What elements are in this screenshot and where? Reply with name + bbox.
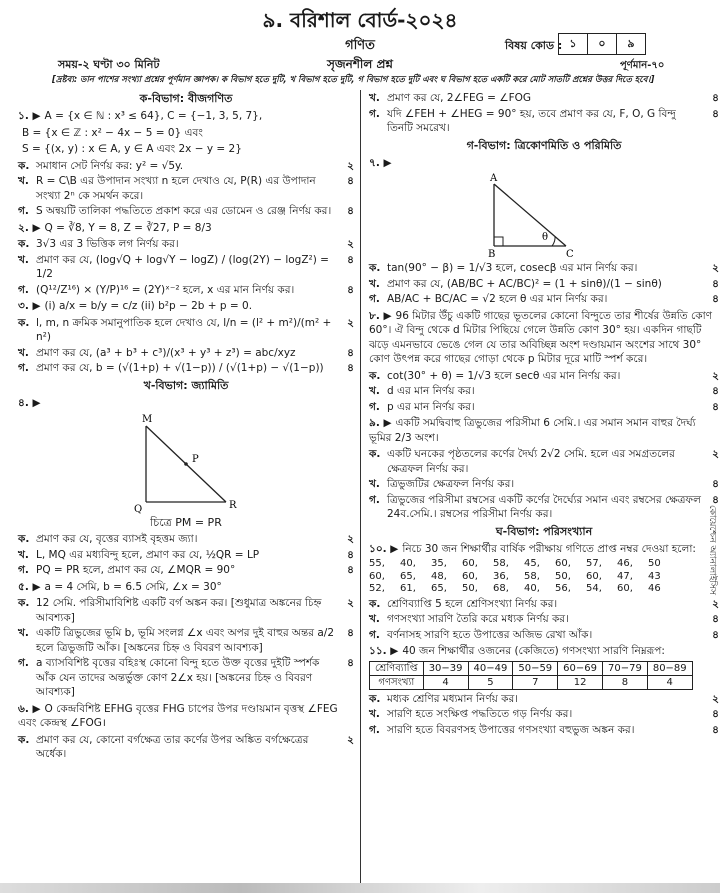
data-value: 56,	[555, 583, 571, 594]
sub-question-text: PQ = PR হলে, প্রমাণ কর যে, ∠MQR = 90°	[36, 564, 236, 576]
data-value: 40,	[400, 558, 416, 569]
sub-question	[369, 447, 719, 476]
triangle-mqr-diagram	[86, 412, 286, 524]
table-cell: 5	[468, 675, 513, 689]
sub-question-text: p এর মান নির্ণয় কর।	[387, 400, 475, 413]
sub-question-text: একটি ত্রিভুজের ভূমি b, ভূমি সংলগ্ন ∠x এবং অপর দুই বাহুর অন্তর a/2 হলে ত্রিভুজটি আঁক। [অঙ্কনের চিহ্ন ও বিবরণ আবশ্যক]	[36, 627, 335, 654]
question-number: ৩. ▶	[18, 300, 41, 312]
right-column	[360, 90, 719, 890]
marks-data-grid	[369, 558, 679, 596]
marks: ৪	[712, 385, 719, 397]
subject-code-box	[558, 33, 646, 55]
marks: ৪	[712, 493, 719, 506]
figure-label: C	[566, 249, 574, 260]
footer-strip	[0, 883, 720, 893]
sub-question-text: মধ্যক শ্রেণির মধ্যমান নির্ণয় কর।	[387, 692, 519, 705]
question-number: ৬. ▶	[18, 702, 41, 715]
sub-question-label: খ.	[18, 346, 29, 359]
marks: ৪	[347, 205, 354, 217]
sub-question	[18, 283, 354, 298]
sub-question	[369, 597, 719, 612]
sub-question-label: গ.	[18, 283, 29, 296]
sub-question-text: AB/AC + BC/AC = √2 হলে θ এর মান নির্ণয় কর।	[387, 293, 608, 305]
sub-question-label: গ.	[18, 564, 29, 576]
sub-question	[18, 733, 354, 762]
figure-label: Q	[134, 504, 143, 515]
table-header-cell: 40−49	[468, 661, 513, 675]
sub-question-label: গ.	[369, 493, 380, 506]
sub-question	[369, 292, 719, 307]
frequency-table	[369, 661, 693, 690]
sub-question-text: cot(30° + θ) = 1/√3 হলে secθ এর মান নির্ণয় কর।	[387, 369, 621, 382]
marks: ৪	[347, 253, 354, 266]
question-number: ৮. ▶	[369, 309, 392, 322]
data-value: 58,	[524, 570, 540, 582]
sub-question-text: প্রমাণ কর যে, (log√Q + log√Y − logZ) / (log(2Y) − logZ²) = 1/2	[36, 253, 329, 280]
sub-question-text: d এর মান নির্ণয় কর।	[387, 385, 475, 397]
sub-question-label: খ.	[369, 613, 380, 625]
sub-question	[369, 723, 719, 738]
sub-question	[18, 253, 354, 282]
figure-caption: চিত্রে PM = PR	[150, 516, 222, 529]
marks: ৪	[712, 613, 719, 625]
marks: ৪	[712, 400, 719, 413]
marks: ৪	[347, 362, 354, 374]
sub-question-label: ক.	[369, 692, 381, 705]
question-text: Q = ∛8, Y = 8, Z = ∛27, P = 8/3	[44, 221, 212, 234]
question-text: 40 জন শিক্ষার্থীর ওজনের (কেজিতে) গণসংখ্যা সারণি নিম্নরূপ:	[402, 645, 665, 657]
sub-question	[369, 369, 719, 384]
data-value: 40,	[524, 583, 540, 594]
sub-question-label: ক.	[18, 733, 30, 746]
sub-question	[18, 237, 354, 252]
sub-question	[369, 384, 719, 399]
figure-label: M	[142, 414, 153, 425]
full-marks: পূর্ণমান-৭০	[620, 60, 665, 71]
question-text: a = 4 সেমি, b = 6.5 সেমি, ∠x = 30°	[44, 580, 222, 593]
exam-title: ৯. বরিশাল বোর্ড-২০২৪	[262, 8, 458, 32]
data-value: 57,	[586, 558, 602, 569]
sub-question-label: ক.	[18, 533, 30, 545]
sub-question-label: খ.	[18, 175, 29, 187]
question-stem	[18, 109, 354, 124]
question-text: (i) a/x = b/y = c/z (ii) b²p − 2b + p = 0.	[44, 300, 253, 312]
sub-question	[369, 107, 719, 136]
sub-question-label: খ.	[18, 627, 29, 639]
question-number: ২. ▶	[18, 221, 41, 234]
marks: ২	[347, 159, 354, 172]
sub-question-text: সমাধান সেট নির্ণয় কর: y² = √5y.	[36, 159, 184, 172]
sub-question-text: সারণি হতে সংক্ষিপ্ত পদ্ধতিতে গড় নির্ণয় কর।	[387, 708, 573, 720]
question-stem	[18, 221, 354, 236]
sub-question-label: ক.	[369, 597, 381, 610]
question-stem	[18, 142, 354, 157]
section-heading: খ-বিভাগ: জ্যামিতি	[143, 378, 229, 392]
sub-question-text: (Q¹²/Z¹⁶) × (Y/P)¹⁶ = (2Y)ˣ⁻² হলে, x এর মান নির্ণয় কর।	[36, 283, 295, 296]
table-header-cell: 50−59	[513, 661, 558, 675]
question-text: একটি সমদ্বিবাহু ত্রিভুজের পরিসীমা 6 সেমি.। এর সমান সমান বাহুর দৈর্ঘ্য ভূমির 2/3 অংশ।	[369, 417, 696, 444]
data-value: 68,	[493, 583, 509, 594]
sub-question-label: খ.	[369, 277, 380, 290]
sub-question	[18, 204, 354, 219]
sub-question	[18, 596, 354, 625]
question-text: B = {x ∈ ℤ : x² − 4x − 5 = 0} এবং	[22, 126, 203, 139]
data-value: 50,	[555, 570, 571, 582]
triangle-abc-diagram	[444, 172, 644, 260]
exam-time: সময়-২ ঘণ্টা ৩০ মিনিট	[58, 58, 160, 71]
sub-question-text: l, m, n ক্রমিক সমানুপাতিক হলে দেখাও যে, l/n = (l² + m²)/(m² + n²)	[36, 316, 332, 343]
marks: ২	[347, 533, 354, 545]
sub-question-label: গ.	[369, 723, 380, 736]
marks: ৪	[712, 708, 719, 720]
marks: ৪	[712, 293, 719, 305]
sub-question-label: ক.	[18, 597, 30, 609]
sub-question-text: ত্রিভুজের পরিসীমা রম্বসের একটি কর্ণের দৈর্ঘ্যের সমান এবং রম্বসের ক্ষেত্রফল 24ব.সেমি.। রম্বসের পরিসীমা নির্ণয় কর।	[387, 493, 701, 520]
sub-question-text: ত্রিভুজটির ক্ষেত্রফল নির্ণয় কর।	[387, 478, 515, 490]
sub-question-text: শ্রেণিব্যাপ্তি 5 হলে শ্রেণিসংখ্যা নির্ণয় কর।	[387, 597, 558, 610]
question-number: ১. ▶	[18, 110, 41, 122]
section-heading: ক-বিভাগ: বীজগণিত	[139, 92, 233, 105]
data-value: 52,	[369, 583, 385, 594]
sub-question-text: প্রমাণ কর যে, (a³ + b³ + c³)/(x³ + y³ + z³) = abc/xyz	[36, 346, 296, 359]
data-value: 46	[648, 583, 661, 594]
sub-question-label: ক.	[18, 159, 30, 172]
sub-question-label: গ.	[18, 362, 29, 374]
sub-question-label: খ.	[369, 478, 380, 490]
sub-question-label: খ.	[18, 253, 29, 266]
sub-question-label: খ.	[369, 385, 380, 397]
table-cell: গণসংখ্যা	[370, 675, 424, 689]
marks: ২	[347, 238, 354, 250]
question-stem	[18, 299, 354, 314]
question-text: O কেন্দ্রবিশিষ্ট EFHG বৃত্তের FHG চাপের উপর দণ্ডায়মান বৃত্তস্থ ∠FEG এবং কেন্দ্রস্থ ∠FOG।	[18, 702, 338, 729]
data-value: 60,	[462, 558, 478, 569]
figure-label: A	[490, 173, 498, 184]
sub-question	[18, 656, 354, 700]
figure-label: P	[192, 454, 199, 465]
sub-question	[369, 612, 719, 627]
question-stem	[18, 702, 354, 731]
marks: ৪	[712, 92, 719, 104]
sub-question	[18, 159, 354, 174]
marks: ২	[347, 316, 354, 329]
sub-question-text: গণসংখ্যা সারণি তৈরি করে মধ্যক নির্ণয় কর।	[387, 613, 569, 625]
instructions: [দ্রষ্টব্য: ডান পাশের সংখ্যা প্রশ্নের পূর্ণমান জ্ঞাপক। ক বিভাগ হতে দুটি, খ বিভাগ হতে দুটি, গ বিভাগ হতে দুটি এবং ঘ বিভাগ হতে একটি করে মোট সাতটি প্রশ্নের উত্তর দিতে হবে।]	[52, 75, 655, 85]
sub-question-text: S অন্বয়টি তালিকা পদ্ধতিতে প্রকাশ করে এর ডোমেন ও রেঞ্জ নির্ণয় কর।	[36, 205, 332, 217]
data-value: 60,	[617, 583, 633, 594]
table-header-cell: 30−39	[423, 661, 468, 675]
subject-name: গণিত	[345, 38, 375, 53]
sub-question-text: 12 সেমি. পরিসীমাবিশিষ্ট একটি বর্গ অঙ্কন কর। [শুধুমাত্র অঙ্কনের চিহ্ন আবশ্যক]	[36, 597, 322, 624]
sub-question	[18, 174, 354, 203]
sub-question	[18, 532, 354, 547]
table-row	[370, 675, 693, 689]
question-stem	[369, 542, 719, 557]
data-value: 54,	[586, 583, 602, 594]
data-value: 58,	[493, 558, 509, 569]
table-header-cell: 70−79	[603, 661, 648, 675]
sub-question-label: গ.	[18, 657, 29, 669]
figure-label: θ	[542, 232, 549, 243]
sub-question	[369, 400, 719, 415]
sub-question	[18, 346, 354, 361]
code-digit: ৯	[627, 37, 635, 50]
marks: ৪	[347, 283, 354, 296]
sub-question	[369, 707, 719, 722]
table-cell: 12	[558, 675, 603, 689]
question-number: ৫. ▶	[18, 580, 41, 593]
sub-question-label: ক.	[369, 369, 381, 382]
marks: ৪	[347, 346, 354, 359]
question-stem	[369, 309, 719, 367]
sub-question	[369, 261, 719, 276]
sub-question	[369, 477, 719, 492]
question-stem	[369, 416, 719, 445]
sub-question	[369, 91, 719, 106]
data-value: 50	[648, 558, 661, 569]
sub-question-label: খ.	[369, 92, 380, 104]
sub-question-label: গ.	[18, 205, 29, 217]
question-number: ৪. ▶	[18, 396, 41, 409]
code-digit: ১	[559, 34, 588, 54]
question-stem	[369, 644, 719, 659]
sub-question-text: প্রমাণ কর যে, 2∠FEG = ∠FOG	[387, 92, 532, 104]
table-cell: 7	[513, 675, 558, 689]
marks: ৪	[347, 657, 354, 669]
marks: ২	[712, 692, 719, 705]
sub-question	[369, 493, 719, 522]
marks: ৪	[712, 277, 719, 290]
data-value: 60,	[555, 558, 571, 569]
question-number: ১১. ▶	[369, 645, 399, 657]
data-value: 43	[648, 570, 661, 582]
sub-question-label: খ.	[18, 548, 29, 561]
sub-question	[18, 626, 354, 655]
sub-question-text: L, MQ এর মধ্যবিন্দু হলে, প্রমাণ কর যে, ½QR = LP	[36, 548, 260, 561]
question-type: সৃজনশীল প্রশ্ন	[327, 57, 393, 71]
data-value: 48,	[431, 570, 447, 582]
sub-question-label: ক.	[369, 262, 381, 274]
subject-code-label: বিষয় কোড :	[505, 39, 563, 52]
sub-question-label: ক.	[18, 316, 30, 329]
question-stem	[18, 580, 354, 595]
sub-question-label: ক.	[369, 448, 381, 460]
data-value: 45,	[524, 558, 540, 569]
data-value: 36,	[493, 570, 509, 582]
data-value: 47,	[617, 570, 633, 582]
section-heading: ঘ-বিভাগ: পরিসংখ্যান	[495, 524, 593, 538]
question-text: A = {x ∈ ℕ : x³ ≤ 64}, C = {−1, 3, 5, 7},	[44, 110, 263, 122]
sub-question-label: খ.	[369, 708, 380, 720]
table-header-cell: 80−89	[647, 661, 692, 675]
sub-question-text: বর্ণনাসহ সারণি হতে উপাত্তের অজিভ রেখা আঁক।	[387, 628, 593, 641]
question-number: ১০. ▶	[369, 542, 399, 555]
triangle-mqr-figure	[18, 412, 354, 531]
sub-question-text: সারণি হতে বিবরণসহ উপাত্তের গণসংখ্যা বহুভুজ অঙ্কন কর।	[387, 723, 635, 736]
marks: ২	[347, 733, 354, 746]
table-header-row	[370, 661, 693, 675]
section-heading: গ-বিভাগ: ত্রিকোণমিতি ও পরিমিতি	[466, 138, 622, 152]
figure-label: R	[229, 500, 237, 511]
question-text: S = {(x, y) : x ∈ A, y ∈ A এবং 2x − y = 2}	[22, 143, 242, 155]
figure-label: B	[488, 249, 496, 260]
side-stamp: কোয়েশ্চেন অ্যানালাইসিস	[707, 505, 717, 595]
marks: ২	[712, 262, 719, 274]
question-text: নিচে 30 জন শিক্ষার্থীর বার্ষিক পরীক্ষায় গণিতে প্রাপ্ত নম্বর দেওয়া হলো:	[402, 542, 696, 555]
sub-question	[369, 628, 719, 643]
question-stem	[369, 156, 719, 171]
data-value: 46,	[617, 558, 633, 569]
marks: ২	[712, 369, 719, 382]
left-column	[18, 90, 354, 763]
marks: ২	[712, 597, 719, 610]
marks: ৪	[712, 628, 719, 641]
sub-question-text: একটি ঘনকের পৃষ্ঠতলের কর্ণের দৈর্ঘ্য 2√2 সেমি. হলে এর সমগ্রতলের ক্ষেত্রফল নির্ণয় কর।	[387, 448, 675, 475]
table-header-cell: শ্রেণিব্যাপ্তি	[370, 661, 424, 675]
sub-question-text: প্রমাণ কর যে, b = (√(1+p) + √(1−p)) / (√(1+p) − √(1−p))	[36, 362, 324, 374]
code-digit: ০	[588, 34, 617, 54]
marks: ৪	[347, 548, 354, 561]
table-cell: 4	[647, 675, 692, 689]
data-value: 65,	[431, 583, 447, 594]
sub-question-text: a ব্যাসবিশিষ্ট বৃত্তের বহিঃস্থ কোনো বিন্দু হতে উক্ত বৃত্তের দুইটি স্পর্শক আঁক যেন তাদের অন্তর্ভুক্ত কোণ 2∠x হয়। [অঙ্কনের চিহ্ন ও বিবরণ আবশ্যক]	[36, 657, 320, 698]
marks: ৪	[347, 175, 354, 187]
data-value: 60,	[586, 570, 602, 582]
data-value: 55,	[369, 558, 385, 569]
sub-question-text: যদি ∠FEH + ∠HEG = 90° হয়, তবে প্রমাণ কর যে, F, O, G বিন্দু তিনটি সমরেখ।	[387, 107, 676, 134]
marks: ৪	[712, 723, 719, 736]
sub-question-text: প্রমাণ কর যে, বৃত্তের ব্যাসই বৃহত্তম জ্যা।	[36, 533, 198, 545]
sub-question	[18, 316, 354, 345]
table-cell: 4	[423, 675, 468, 689]
sub-question	[369, 692, 719, 707]
sub-question-text: 3√3 এর 3 ভিত্তিক লগ নির্ণয় কর।	[36, 238, 179, 250]
marks: ৪	[347, 627, 354, 639]
sub-question-label: ক.	[18, 238, 30, 250]
sub-question-label: গ.	[369, 628, 380, 641]
sub-question	[369, 277, 719, 292]
sub-question-text: প্রমাণ কর যে, কোনো বর্গক্ষেত্র তার কর্ণের উপর অঙ্কিত বর্গক্ষেত্রের অর্ধেক।	[36, 733, 309, 760]
marks: ৪	[347, 564, 354, 576]
data-value: 65,	[400, 570, 416, 582]
sub-question-text: R = C\B এর উপাদান সংখ্যা n হলে দেখাও যে, P(R) এর উপাদান সংখ্যা 2ⁿ কে সমর্থন করে।	[36, 175, 316, 202]
sub-question-label: গ.	[369, 107, 380, 120]
data-value: 60,	[369, 570, 385, 582]
question-number: ৭. ▶	[369, 156, 392, 169]
data-value: 50,	[462, 583, 478, 594]
question-stem	[18, 396, 354, 411]
sub-question	[18, 548, 354, 563]
table-cell: 8	[603, 675, 648, 689]
marks: ২	[712, 448, 719, 460]
sub-question-label: গ.	[369, 400, 380, 413]
question-stem	[18, 126, 354, 141]
sub-question-label: গ.	[369, 293, 380, 305]
sub-question-text: tan(90° − β) = 1/√3 হলে, cosecβ এর মান নির্ণয় কর।	[387, 262, 638, 274]
question-text: 96 মিটার উঁচু একটি গাছের ভূতলের কোনো বিন্দুতে তার শীর্ষের উন্নতি কোণ 60°। ঐ বিন্দু থেকে d মিটার পিছিয়ে গেলে উন্নতি কোণ 30° হয়। একদিন গাছটি ঝড়ে এমনভাবে ভেঙে গেল যে তার অবিচ্ছিন্ন অংশ দণ্ডায়মান অংশের সাথে 30° কোণ উৎপন্ন করে গাছের গোড়া থেকে p মিটার দূরে মাটি স্পর্শ করে।	[369, 309, 713, 365]
table-header-cell: 60−69	[558, 661, 603, 675]
triangle-abc-figure	[369, 172, 719, 260]
sub-question	[18, 563, 354, 578]
marks: ৪	[712, 478, 719, 490]
data-value: 35,	[431, 558, 447, 569]
marks: ৪	[712, 107, 719, 120]
question-number: ৯. ▶	[369, 417, 392, 429]
sub-question-text: প্রমাণ কর যে, (AB/BC + AC/BC)² = (1 + sinθ)/(1 − sinθ)	[387, 277, 662, 290]
data-value: 61,	[400, 583, 416, 594]
sub-question	[18, 361, 354, 376]
data-value: 60,	[462, 570, 478, 582]
marks: ২	[347, 597, 354, 609]
